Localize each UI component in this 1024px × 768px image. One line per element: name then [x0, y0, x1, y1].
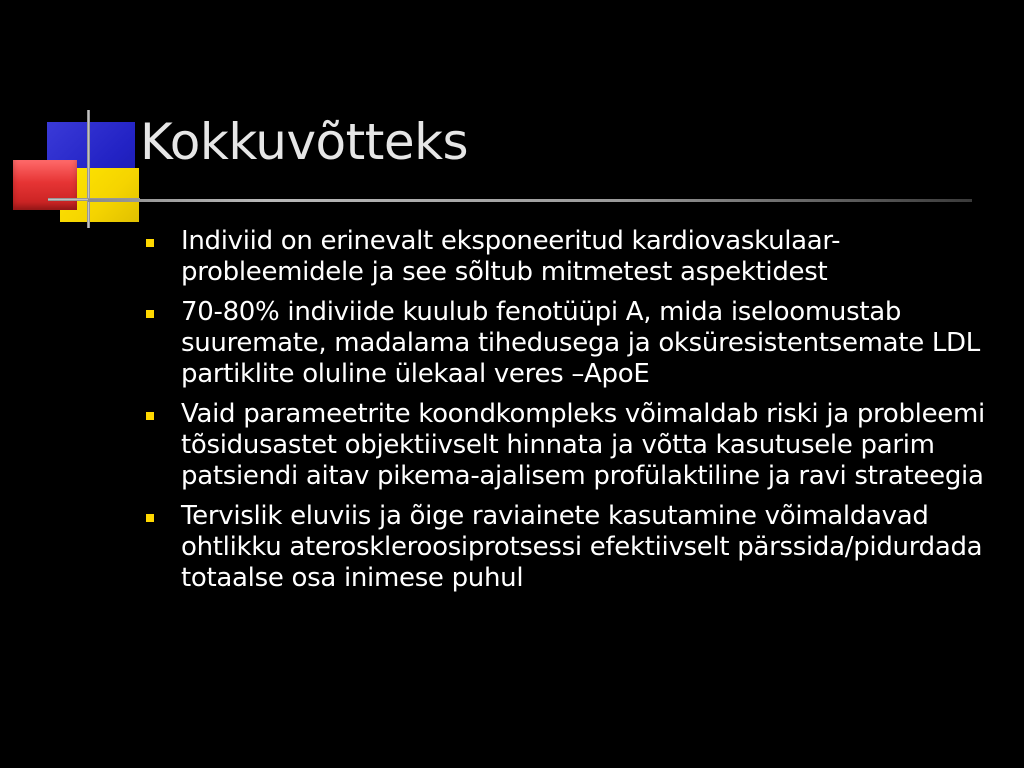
bullet-item — [140, 297, 990, 390]
bullet-square-icon — [146, 239, 154, 247]
bullet-text: 70-80% indiviide kuulub fenotüüpi A, mida iseloomustab suuremate, madalama tihedusega ja oksüresistentsemate LDL partiklite oluline ülekaal veres –ApoE — [181, 297, 980, 389]
bullet-square-icon — [146, 412, 154, 420]
red-square — [13, 160, 77, 210]
decorative-squares-logo — [0, 0, 140, 240]
bullet-item — [140, 501, 990, 594]
slide-title: Kokkuvõtteks — [140, 113, 469, 171]
bullet-list — [140, 226, 990, 603]
bullet-text: Vaid parameetrite koondkompleks võimaldab riski ja probleemi tõsidusastet objektiivselt hinnata ja võtta kasutusele parim patsiendi aitav pikema-ajalisem profülaktiline ja ravi strateegia — [181, 399, 985, 491]
bullet-item — [140, 399, 990, 492]
bullet-text: Indiviid on erinevalt eksponeeritud kardiovaskulaar-probleemidele ja see sõltub mitmetest aspektidest — [181, 226, 841, 287]
bullet-item — [140, 226, 990, 288]
bullet-text: Tervislik eluviis ja õige raviainete kasutamine võimaldavad ohtlikku ateroskleroosiprotsessi efektiivselt pärssida/pidurdada totaalse osa inimese puhul — [181, 501, 983, 593]
bullet-square-icon — [146, 310, 154, 318]
logo-vertical-line — [87, 110, 90, 228]
title-divider — [88, 199, 972, 202]
bullet-square-icon — [146, 514, 154, 522]
